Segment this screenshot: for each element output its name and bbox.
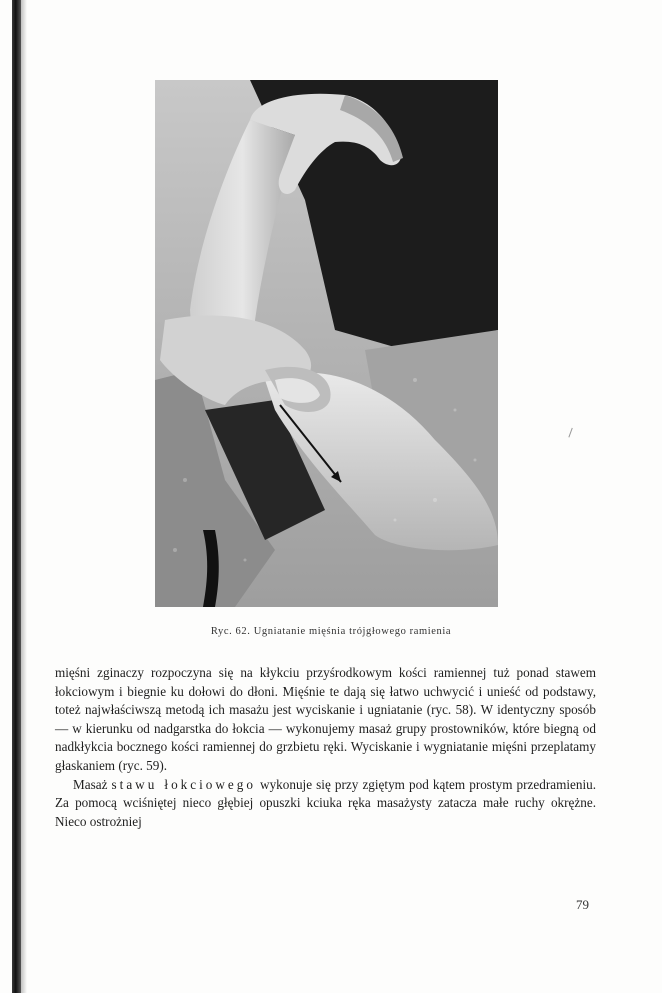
p2-spaced-term: stawu łokciowego xyxy=(111,776,256,792)
figure-caption: Ryc. 62. Ugniatanie mięśnia trójgłowego ramienia xyxy=(210,626,452,637)
body-text xyxy=(55,664,596,831)
book-spine-shadow xyxy=(12,0,21,993)
paragraph-2 xyxy=(55,776,596,832)
margin-mark xyxy=(568,428,574,438)
figure-photo-arm-massage xyxy=(155,80,498,607)
spine-gradient xyxy=(21,0,27,993)
p2-start: Masaż xyxy=(73,776,108,792)
paragraph-1: mięśni zginaczy rozpoczyna się na kłykciu przyśrodkowym kości ramiennej tuż ponad stawem łokciowym i biegnie ku dołowi do dłoni. Mięśnie te dają się łatwo uchwycić i unieść od podstawy, toteż najwłaściwszą metodą ich masażu jest wyciskanie i ugniatanie (ryc. 58). W identyczny sposób — w kierunku od nadgarstka do łokcia — wykonujemy masaż grupy prostowników, które biegną od nadkłykcia bocznego kości ramiennej do grzbietu ręki. Wyciskanie i wygniatanie mięśni przeplatamy głaskaniem (ryc. 59). xyxy=(55,665,596,773)
page-number: 79 xyxy=(576,897,589,912)
p2-rest: wykonuje się przy zgiętym pod kątem prostym przedramieniu. Za pomocą wciśniętej nieco głębiej opuszki kciuka ręka masażysty zatacza małe ruchy okrężne. Nieco ostrożniej xyxy=(55,776,597,829)
